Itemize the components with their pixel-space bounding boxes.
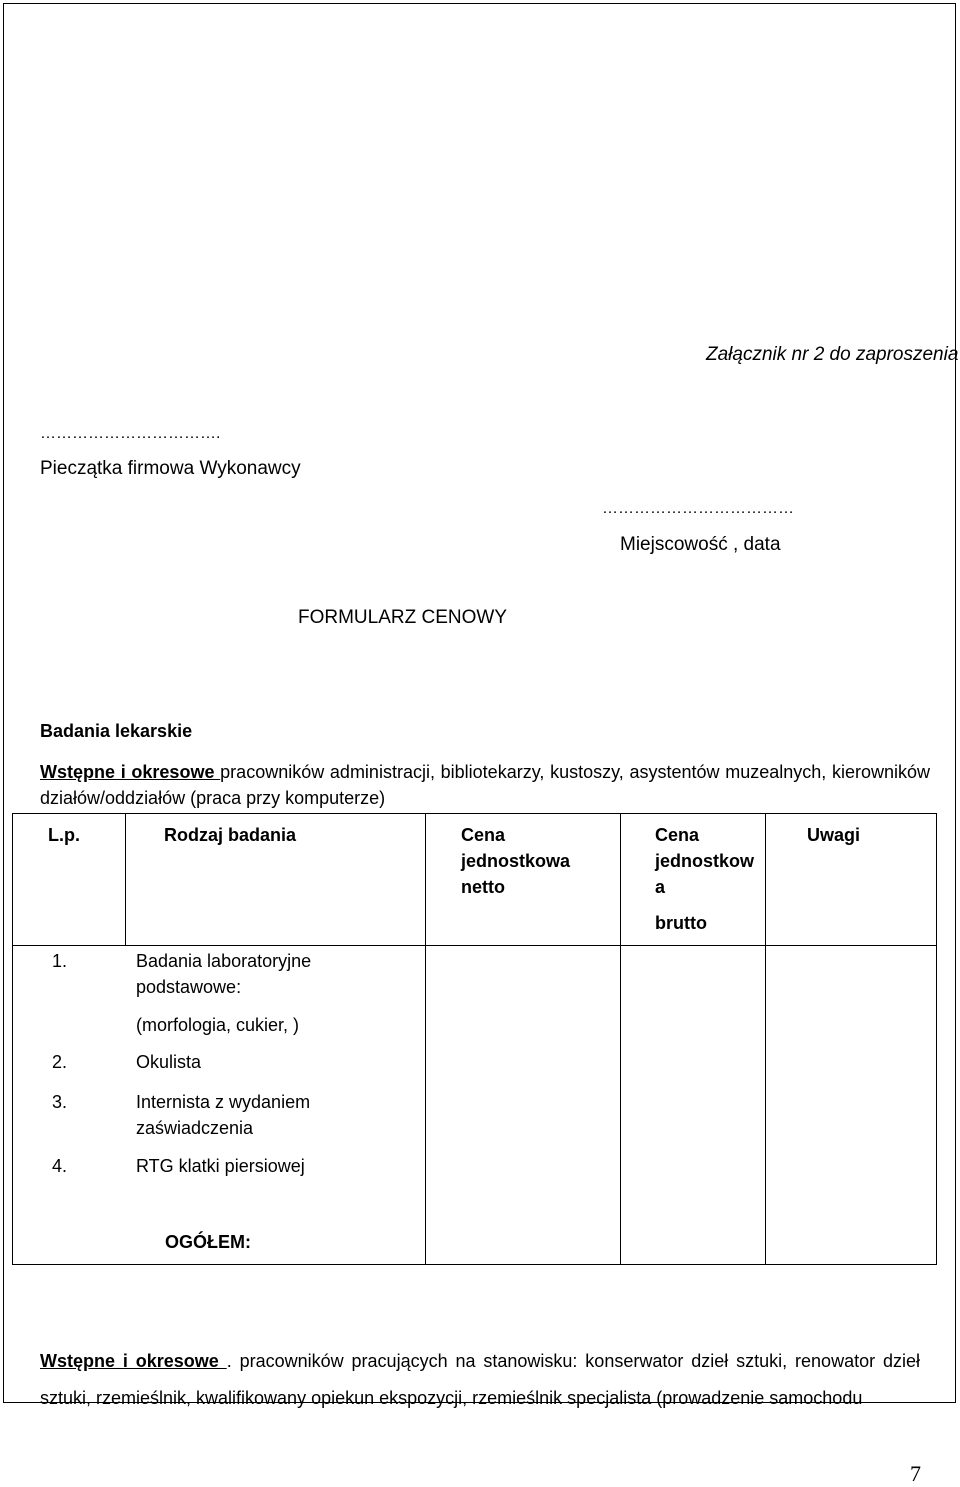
- stamp-label: Pieczątka firmowa Wykonawcy: [40, 458, 301, 479]
- bottom-paragraph: [40, 1343, 920, 1417]
- header-net-line-3: netto: [461, 877, 505, 897]
- header-gross-line-1: Cena: [655, 825, 700, 845]
- table-col-divider-1: [125, 813, 126, 946]
- header-net-line-1: Cena: [461, 825, 506, 845]
- form-title: FORMULARZ CENOWY: [298, 607, 507, 628]
- row-2-type: Okulista: [136, 1052, 202, 1072]
- row-3-type: [136, 1089, 310, 1141]
- row-1-type: [136, 948, 311, 1038]
- header-gross-line-4: brutto: [655, 913, 707, 933]
- section-title: Badania lekarskie: [40, 721, 193, 741]
- section-lead-rest: pracowników administracji, bibliotekarzy, kustoszy, asystentów muzealnych, kierowników działów/oddziałów (praca przy komputerze): [40, 762, 930, 808]
- table-col-divider-3: [620, 813, 621, 1265]
- table-border-bottom: [12, 1264, 937, 1265]
- place-date-label: Miejscowość , data: [620, 534, 781, 555]
- header-gross-line-2: jednostkow: [655, 851, 755, 871]
- page-number: 7: [910, 1461, 921, 1486]
- table-border-right: [936, 813, 937, 1265]
- header-type: Rodzaj badania: [164, 825, 297, 845]
- section-description: [40, 759, 930, 811]
- row-1-type-line-3: (morfologia, cukier, ): [136, 1015, 300, 1035]
- row-4-type: RTG klatki piersiowej: [136, 1156, 305, 1176]
- page-frame: [3, 3, 959, 1403]
- bottom-lead-bold: Wstępne i okresowe: [40, 1351, 227, 1371]
- header-net-line-2: jednostkowa: [461, 851, 571, 871]
- row-4-number: 4.: [52, 1156, 68, 1176]
- table-col-divider-4: [765, 813, 766, 1265]
- row-3-type-line-2: zaświadczenia: [136, 1118, 254, 1138]
- row-1-type-line-2: podstawowe:: [136, 977, 242, 997]
- row-2-number: 2.: [52, 1052, 68, 1072]
- section-lead-bold: Wstępne i okresowe: [40, 762, 221, 782]
- header-notes: Uwagi: [807, 825, 861, 845]
- row-3-type-line-1: Internista z wydaniem: [136, 1092, 311, 1112]
- row-1-type-line-1: Badania laboratoryjne: [136, 951, 312, 971]
- place-dots: ………………………………: [602, 500, 794, 517]
- bottom-lead-rest: . pracowników pracujących na stanowisku: konserwator dzieł sztuki, renowator dzieł sztuki, rzemieślnik, kwalifikowany opiekun ekspozycji, rzemieślnik specjalista (prowadzenie samochodu: [40, 1351, 920, 1408]
- table-border-top: [12, 813, 937, 814]
- total-label: OGÓŁEM:: [165, 1232, 251, 1252]
- row-1-number: 1.: [52, 951, 68, 971]
- header-gross-price: [655, 822, 754, 936]
- header-net-price: [461, 822, 570, 900]
- table-border-left: [12, 813, 13, 1265]
- table-col-divider-2: [425, 813, 426, 1265]
- header-lp: L.p.: [48, 825, 80, 845]
- table-header-divider: [12, 945, 937, 946]
- row-3-number: 3.: [52, 1092, 68, 1112]
- header-gross-line-3: a: [655, 877, 666, 897]
- stamp-dots: …………………………….: [40, 425, 221, 442]
- annex-label: Załącznik nr 2 do zaproszenia: [706, 344, 959, 365]
